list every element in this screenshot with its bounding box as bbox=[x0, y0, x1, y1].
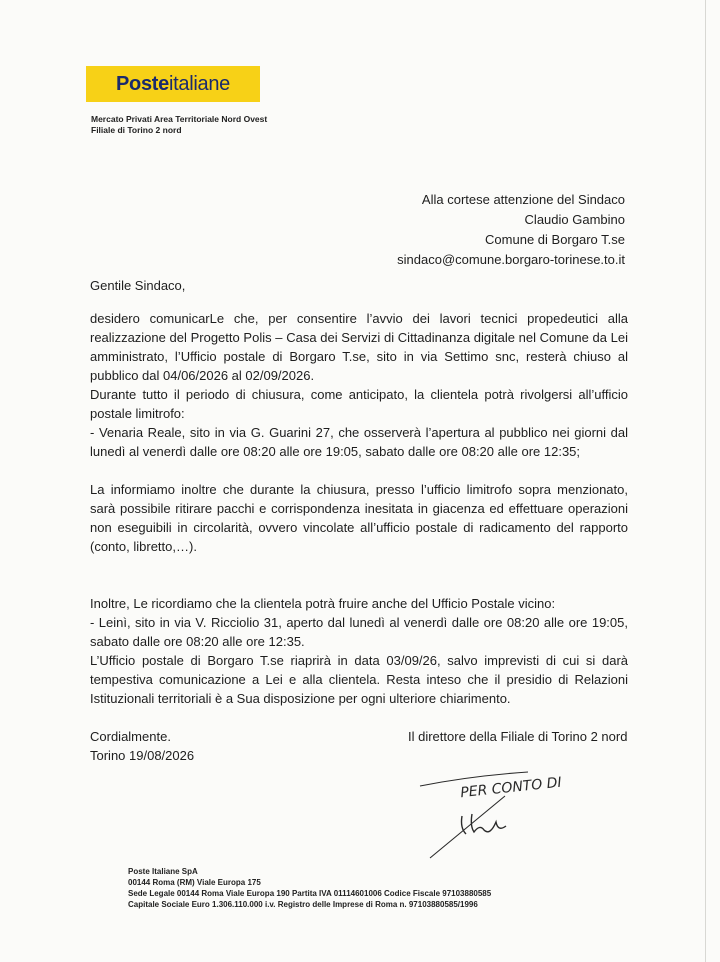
paragraph-venaria-reale: - Venaria Reale, sito in via G. Guarini 27, che osserverà l’apertura al pubblico nei giorni dal lunedì al venerdì dalle ore 08:20 alle ore 19:05, sabato dalle ore 08:20 alle ore 12:35; bbox=[90, 425, 628, 459]
footer-company-info bbox=[128, 866, 491, 910]
signature-title: Il direttore della Filiale di Torino 2 nord bbox=[408, 729, 628, 744]
letter-body bbox=[90, 276, 628, 765]
salutation: Gentile Sindaco, bbox=[90, 278, 186, 293]
paragraph-closure-notice: desidero comunicarLe che, per consentire l’avvio dei lavori tecnici propedeutici alla realizzazione del Progetto Polis – Casa dei Servizi di Cittadinanza digitale nel Comune da Lei amministrato, l’Ufficio postale di Borgaro T.se, sito in via Settimo snc, resterà chiuso al pubblico dal 04/06/2026 al 02/09/2026. bbox=[90, 311, 628, 383]
sender-line-1: Mercato Privati Area Territoriale Nord Ovest bbox=[91, 114, 268, 124]
closing: Cordialmente. bbox=[90, 729, 171, 744]
logo-bold-text: Poste bbox=[116, 72, 169, 95]
paragraph-services-info: La informiamo inoltre che durante la chiusura, presso l’ufficio limitrofo sopra menzionato, sarà possibile ritirare pacchi e corrispondenza inesitata in giacenza ed effettuare operazioni non eseguibili in circolarità, ovvero vincolate all’ufficio postale di radicamento del rapporto (conto, libretto,…). bbox=[90, 482, 628, 554]
paragraph-alternative-office: Durante tutto il periodo di chiusura, come anticipato, la clientela potrà rivolgersi all’ufficio postale limitrofo: bbox=[90, 387, 628, 421]
paragraph-nearby-office: Inoltre, Le ricordiamo che la clientela potrà fruire anche del Ufficio Postale vicino: bbox=[90, 596, 556, 611]
paragraph-reopening: L’Ufficio postale di Borgaro T.se riaprirà in data 03/09/26, salvo imprevisti di cui si darà tempestiva comunicazione a Lei e alla clientela. Resta inteso che il presidio di Relazioni Istituzionali territoriali è a Sua disposizione per ogni ulteriore chiarimento. bbox=[90, 653, 628, 706]
recipient-block bbox=[397, 190, 625, 270]
poste-italiane-logo bbox=[86, 66, 260, 102]
footer-company: Poste Italiane SpA bbox=[128, 867, 198, 876]
footer-legal: Sede Legale 00144 Roma Viale Europa 190 Partita IVA 01114601006 Codice Fiscale 97103880585 bbox=[128, 889, 492, 898]
handwritten-signature bbox=[410, 746, 570, 862]
paragraph-leini: - Leinì, sito in via V. Ricciolio 31, aperto dal lunedì al venerdì dalle ore 08:20 alle ore 19:05, sabato dalle ore 08:20 alle ore 12:35. bbox=[90, 615, 628, 649]
recipient-line-2: Claudio Gambino bbox=[524, 212, 625, 227]
recipient-line-3: Comune di Borgaro T.se bbox=[485, 232, 625, 247]
footer-capital: Capitale Sociale Euro 1.306.110.000 i.v. Registro delle Imprese di Roma n. 97103880585/1996 bbox=[128, 900, 478, 909]
place-date: Torino 19/08/2026 bbox=[90, 748, 195, 763]
sender-block bbox=[91, 114, 267, 136]
page-edge-line bbox=[705, 0, 706, 962]
sender-line-2: Filiale di Torino 2 nord bbox=[91, 125, 182, 135]
footer-address: 00144 Roma (RM) Viale Europa 175 bbox=[128, 878, 261, 887]
recipient-email: sindaco@comune.borgaro-torinese.to.it bbox=[397, 252, 625, 267]
signature-note: PER CONTO DI bbox=[459, 774, 563, 802]
recipient-line-1: Alla cortese attenzione del Sindaco bbox=[421, 192, 625, 207]
logo-light-text: italiane bbox=[168, 72, 230, 95]
